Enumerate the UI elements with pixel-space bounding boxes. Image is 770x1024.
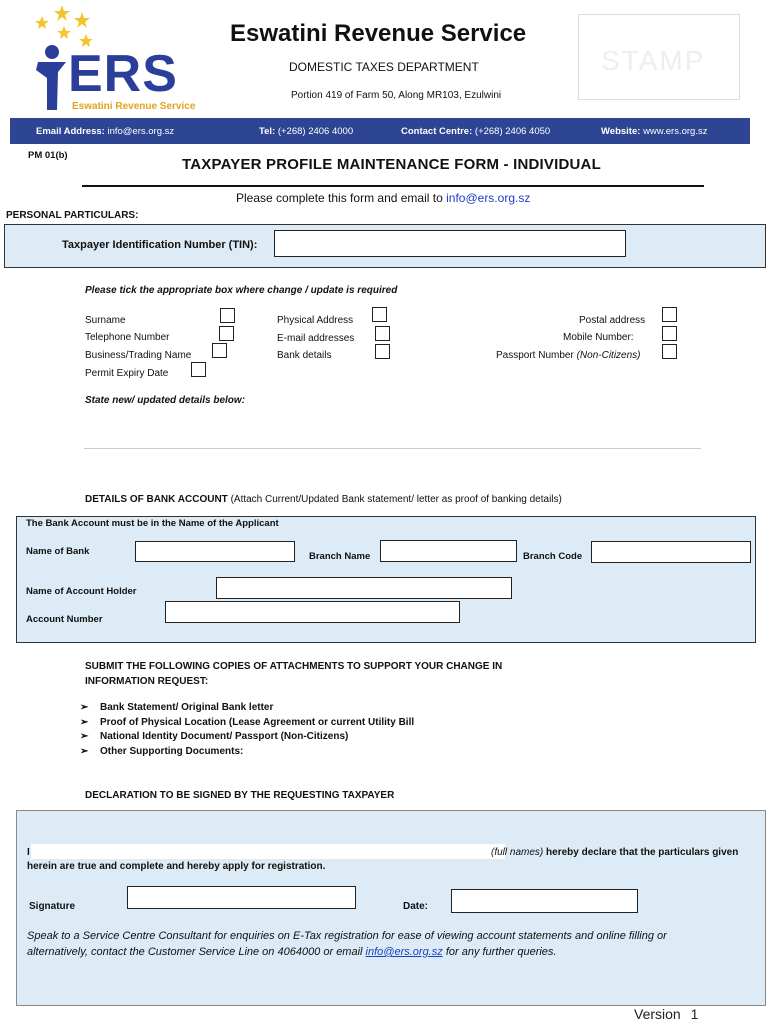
contact-tel	[259, 126, 353, 137]
option-passport-checkbox[interactable]	[662, 344, 677, 359]
bank-name-input[interactable]	[135, 541, 295, 562]
version-text: Version	[634, 1006, 681, 1022]
ers-logo	[30, 4, 210, 114]
form-title: TAXPAYER PROFILE MAINTENANCE FORM - INDIVIDUAL	[182, 156, 601, 173]
tick-instruction: Please tick the appropriate box where change / update is required	[85, 285, 398, 296]
declaration-heading: DECLARATION TO BE SIGNED BY THE REQUESTING TAXPAYER	[85, 790, 395, 801]
passport-note: (Non-Citizens)	[576, 350, 641, 361]
website-value[interactable]: www.ers.org.sz	[643, 126, 708, 137]
option-permit-expiry-checkbox[interactable]	[191, 362, 206, 377]
option-bank-details-label: Bank details	[277, 350, 332, 361]
option-business-name-checkbox[interactable]	[212, 343, 227, 358]
date-input[interactable]	[451, 889, 638, 913]
account-number-input[interactable]	[165, 601, 460, 623]
option-bank-details-checkbox[interactable]	[375, 344, 390, 359]
holder-input[interactable]	[216, 577, 512, 599]
person-figure-icon	[32, 44, 72, 114]
branch-code-label: Branch Code	[523, 551, 583, 562]
arrow-bullet-icon: ➢	[80, 702, 89, 713]
signature-label: Signature	[29, 901, 76, 912]
stamp-box	[578, 14, 740, 100]
option-postal-address-label: Postal address	[579, 315, 646, 326]
contact-bar	[10, 118, 750, 144]
declaration-text-end: hereby declare that the particulars given	[546, 847, 739, 858]
option-surname-label: Surname	[85, 315, 126, 326]
title-rule	[82, 185, 704, 187]
attachment-item-text: National Identity Document/ Passport (Non-Citizens)	[100, 731, 349, 743]
option-telephone-label: Telephone Number	[85, 332, 170, 343]
version-number: 1	[690, 1006, 699, 1022]
declaration-prefix: I	[27, 847, 30, 858]
instruction-text: Please complete this form and email to	[236, 191, 443, 205]
email-value[interactable]: info@ers.org.sz	[107, 126, 175, 137]
website-label: Website:	[601, 126, 641, 137]
attachment-item	[80, 716, 414, 731]
option-mobile-checkbox[interactable]	[662, 326, 677, 341]
attachment-item-text: Bank Statement/ Original Bank letter	[100, 702, 274, 713]
option-postal-address-checkbox[interactable]	[662, 307, 677, 322]
contact-website	[601, 126, 707, 137]
form-code: PM 01(b)	[28, 150, 68, 161]
contact-email	[36, 126, 174, 137]
option-mobile-label: Mobile Number:	[563, 332, 634, 343]
attachment-item-text: Other Supporting Documents:	[100, 746, 244, 758]
option-surname-checkbox[interactable]	[220, 308, 235, 323]
attachments-heading	[85, 659, 502, 689]
footer-email-link[interactable]: info@ers.org.sz	[365, 946, 443, 958]
department: DOMESTIC TAXES DEPARTMENT	[289, 60, 479, 74]
option-permit-expiry-label: Permit Expiry Date	[85, 368, 169, 379]
attachment-item	[80, 745, 414, 760]
holder-label: Name of Account Holder	[26, 586, 137, 597]
branch-code-input[interactable]	[591, 541, 751, 563]
footer-line1: Speak to a Service Centre Consultant for enquiries on E-Tax registration for ease of viewing account statements and online filling or	[27, 930, 667, 942]
tin-label: Taxpayer Identification Number (TIN):	[62, 239, 258, 251]
bank-name-label: Name of Bank	[26, 546, 90, 557]
declaration-footer	[27, 928, 757, 960]
option-telephone-checkbox[interactable]	[219, 326, 234, 341]
date-label: Date:	[403, 901, 429, 912]
attachment-item	[80, 701, 414, 716]
arrow-bullet-icon: ➢	[80, 716, 89, 728]
signature-input[interactable]	[127, 886, 356, 909]
attachment-item	[80, 730, 414, 745]
passport-label-text: Passport Number	[496, 350, 574, 361]
option-physical-address-checkbox[interactable]	[372, 307, 387, 322]
bank-notice: The Bank Account must be in the Name of the Applicant	[26, 518, 279, 529]
attachments-list	[80, 701, 414, 760]
attachments-heading-line2: INFORMATION REQUEST:	[85, 676, 209, 687]
logo-text: ERS	[68, 45, 178, 103]
bank-heading-text: DETAILS OF BANK ACCOUNT	[85, 494, 228, 505]
arrow-bullet-icon: ➢	[80, 746, 89, 758]
centre-value: (+268) 2406 4050	[474, 126, 551, 137]
full-names-input[interactable]	[31, 844, 505, 859]
account-number-label: Account Number	[26, 614, 103, 625]
tin-input[interactable]	[274, 230, 626, 257]
tel-value: (+268) 2406 4000	[277, 126, 354, 137]
bank-panel	[16, 516, 756, 643]
stamp-label: STAMP	[601, 45, 706, 76]
attachment-item-text: Proof of Physical Location (Lease Agreement or current Utility Bill	[100, 716, 415, 728]
org-name: Eswatini Revenue Service	[230, 20, 527, 47]
declaration-line1-end	[491, 847, 738, 858]
declaration-line2: herein are true and complete and hereby apply for registration.	[27, 861, 326, 872]
details-label: State new/ updated details below:	[85, 395, 246, 406]
instruction-email-link[interactable]: info@ers.org.sz	[446, 191, 531, 205]
tel-label: Tel:	[259, 126, 276, 137]
address: Portion 419 of Farm 50, Along MR103, Ezulwini	[291, 90, 502, 101]
footer-line2	[27, 944, 757, 960]
declaration-panel	[16, 810, 766, 1006]
contact-centre	[401, 126, 550, 137]
version-label	[634, 1006, 698, 1022]
form-instruction	[236, 191, 530, 205]
footer-line2-suffix: for any further queries.	[445, 946, 557, 958]
details-input-line[interactable]	[84, 448, 701, 449]
centre-label: Contact Centre:	[401, 126, 473, 137]
branch-name-input[interactable]	[380, 540, 517, 562]
personal-heading: PERSONAL PARTICULARS:	[6, 210, 139, 221]
footer-line2-prefix: alternatively, contact the Customer Service Line on 4064000 or email	[27, 946, 363, 958]
attachments-heading-line1: SUBMIT THE FOLLOWING COPIES OF ATTACHMENTS TO SUPPORT YOUR CHANGE IN	[85, 661, 503, 672]
tin-panel	[4, 224, 766, 268]
option-email-label: E-mail addresses	[277, 333, 355, 344]
branch-name-label: Branch Name	[309, 551, 371, 562]
option-passport-label	[496, 350, 641, 361]
option-email-checkbox[interactable]	[375, 326, 390, 341]
email-label: Email Address:	[36, 126, 105, 137]
logo-tagline: Eswatini Revenue Service	[72, 101, 196, 112]
arrow-bullet-icon: ➢	[80, 731, 89, 743]
bank-heading-note: (Attach Current/Updated Bank statement/ letter as proof of banking details)	[230, 494, 562, 505]
full-names-note: (full names)	[491, 847, 544, 858]
bank-heading	[85, 494, 562, 505]
option-business-name-label: Business/Trading Name	[85, 350, 192, 361]
option-physical-address-label: Physical Address	[277, 315, 354, 326]
